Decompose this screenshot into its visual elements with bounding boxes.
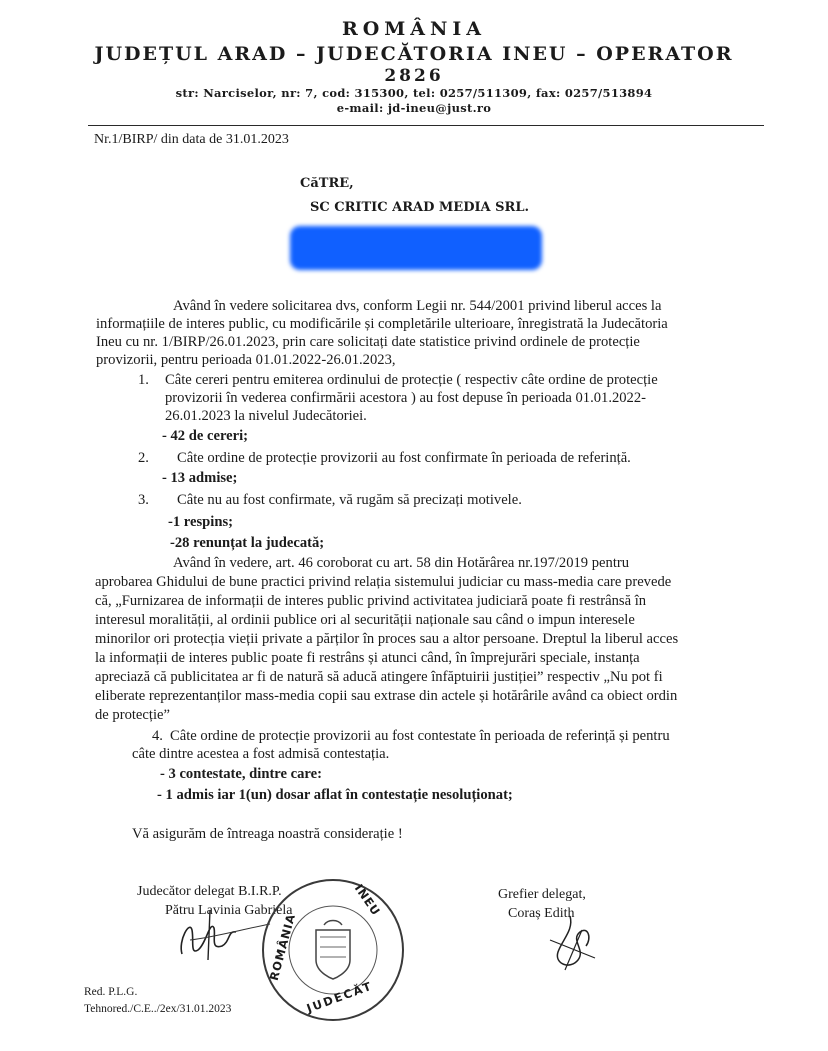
- judge-name: Pătru Lavinia Gabriela: [165, 903, 293, 918]
- reference-number: Nr.1/BIRP/ din data de 31.01.2023: [94, 132, 289, 147]
- a4-answer-1: - 3 contestate, dintre care:: [160, 766, 322, 782]
- legal-line-2: aprobarea Ghidului de bune practici privind relația sistemului judiciar cu mass-media care prevede: [95, 574, 672, 590]
- stamp-text-bottom: JUDECĂT: [304, 978, 375, 1016]
- legal-line-9: de protecție”: [95, 707, 170, 723]
- country-title: ROMÂNIA: [341, 18, 487, 40]
- recipient-company: SC CRITIC ARAD MEDIA SRL.: [310, 200, 530, 215]
- intro-line-1: Având în vedere solicitarea dvs, conform Legii nr. 544/2001 privind liberul acces la: [173, 298, 662, 314]
- q4-line-1: Câte ordine de protecție provizorii au fost contestate în perioada de referință și pentru: [170, 728, 670, 744]
- a3-answer-2: -28 renunțat la judecată;: [170, 535, 325, 551]
- address-line: str: Narciselor, nr: 7, cod: 315300, tel: 0257/511309, fax: 0257/513894: [175, 86, 653, 100]
- legal-line-1: Având în vedere, art. 46 coroborat cu art. 58 din Hotărârea nr.197/2019 pentru: [173, 555, 630, 571]
- stamp-text-top: INEU: [351, 881, 384, 919]
- legal-line-8: eliberate reprezentanților mass-media copii sau extrase din actele și hotărârile având ca obiect ordin: [95, 688, 678, 704]
- drafted-by: Red. P.L.G.: [84, 986, 138, 998]
- q1-line-2: provizorii în vederea confirmării acestora ) au fost depuse în perioada 01.01.2022-: [165, 390, 647, 406]
- legal-line-4: interesul moralității, al ordinii publice ori al securității naționale sau când o impun interesele: [95, 612, 635, 628]
- clerk-title: Grefier delegat,: [498, 887, 586, 902]
- intro-line-4: provizorii, pentru perioada 01.01.2022-26.01.2023,: [96, 352, 396, 368]
- typed-by: Tehnored./C.E../2ex/31.01.2023: [84, 1003, 232, 1015]
- q1-line-3: 26.01.2023 la nivelul Judecătoriei.: [165, 408, 367, 424]
- q1-line-1: Câte cereri pentru emiterea ordinului de protecție ( respectiv câte ordine de protecție: [165, 372, 658, 388]
- q4-number: 4.: [152, 728, 163, 744]
- legal-line-3: că, „Furnizarea de informații de interes public privind activitatea judiciară poate fi restrânsă în: [95, 593, 647, 609]
- email-line: e-mail: jd-ineu@just.ro: [336, 101, 492, 115]
- intro-line-2: informațiile de interes public, cu modificările și completările ulterioare, înregistrată la Judecătoria: [96, 316, 668, 332]
- a4-answer-2: - 1 admis iar 1(un) dosar aflat în contestație nesoluționat;: [157, 787, 513, 803]
- q3-number: 3.: [138, 492, 149, 508]
- redacted-address: [290, 226, 542, 270]
- q2-number: 2.: [138, 450, 149, 466]
- q1-number: 1.: [138, 372, 149, 388]
- header-divider: [88, 125, 764, 126]
- a1-answer: - 42 de cereri;: [162, 428, 249, 444]
- legal-line-7: apreciază că publicitatea ar fi de natură să aducă atingere înfăptuirii justiției” respectiv „Nu pot fi: [95, 669, 663, 685]
- q4-line-2: câte dintre acestea a fost admisă contestația.: [132, 746, 390, 762]
- recipient-label: CăTRE,: [300, 176, 354, 191]
- legal-line-6: la informații de interes public poate fi restrâns și atunci când, în împrejurări speciale, instanța: [95, 650, 640, 666]
- stamp-text-left: ROMÂNIA: [266, 911, 299, 983]
- clerk-name: Coraș Edith: [508, 906, 575, 921]
- legal-line-5: minorilor ori protecția vieții private a părților în proces sau a altor persoane. Dreptul la liberul acces: [95, 631, 679, 647]
- institution-title: JUDEȚUL ARAD – JUDECĂTORIA INEU – OPERATOR: [94, 43, 734, 65]
- judge-title: Judecător delegat B.I.R.P.: [137, 884, 282, 899]
- intro-line-3: Ineu cu nr. 1/BIRP/26.01.2023, prin care solicitați date statistice privind ordinele de protecție: [96, 334, 640, 350]
- closing-line: Vă asigurăm de întreaga noastră considerație !: [132, 826, 403, 842]
- clerk-signature: [540, 910, 610, 980]
- q2-line: Câte ordine de protecție provizorii au fost confirmate în perioada de referință.: [177, 450, 631, 466]
- q3-line: Câte nu au fost confirmate, vă rugăm să precizați motivele.: [177, 492, 522, 508]
- a2-answer: - 13 admise;: [162, 470, 238, 486]
- operator-number: 2826: [384, 66, 444, 86]
- a3-answer-1: -1 respins;: [168, 514, 234, 530]
